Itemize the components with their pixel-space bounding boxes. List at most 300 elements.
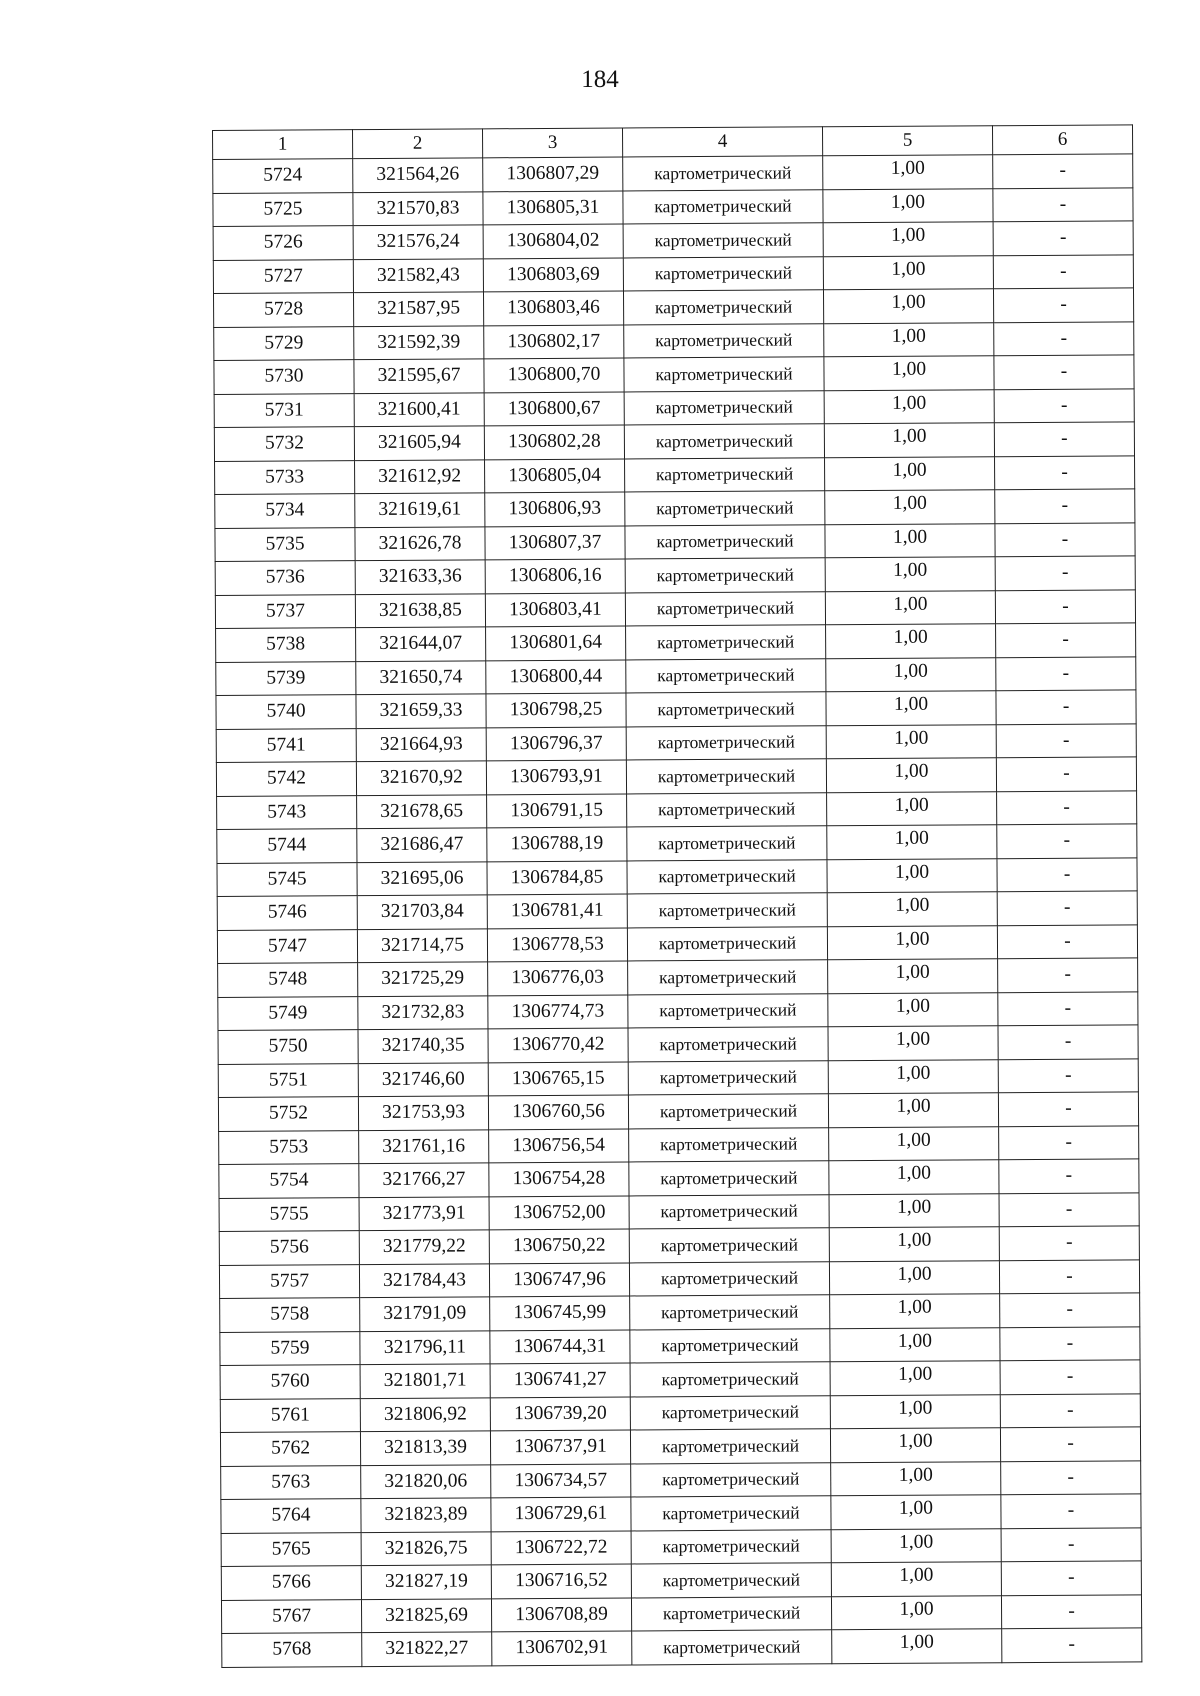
- x-coordinate-cell: 321773,91: [359, 1196, 489, 1230]
- method-cell: картометрический: [629, 1127, 829, 1162]
- table-row: [221, 1561, 1141, 1600]
- notes-cell: -: [999, 1125, 1139, 1159]
- point-number-cell: 5732: [214, 427, 354, 461]
- y-coordinate-cell: 1306744,31: [490, 1329, 630, 1363]
- column-header-5: 5: [822, 126, 992, 156]
- y-coordinate-cell: 1306750,22: [489, 1229, 629, 1263]
- precision-cell: 1,00: [823, 155, 993, 190]
- point-number-cell: 5733: [215, 460, 355, 494]
- method-cell: картометрический: [627, 926, 827, 961]
- y-coordinate-cell: 1306774,73: [488, 994, 628, 1028]
- y-coordinate-cell: 1306745,99: [490, 1296, 630, 1330]
- notes-cell: -: [1000, 1326, 1140, 1360]
- method-cell: картометрический: [623, 156, 823, 191]
- precision-cell: 1,00: [826, 624, 996, 659]
- table-row: [220, 1360, 1140, 1399]
- table-row: [219, 1259, 1139, 1298]
- method-cell: картометрический: [626, 692, 826, 727]
- table-row: [217, 891, 1137, 930]
- point-number-cell: 5727: [213, 259, 353, 293]
- precision-cell: 1,00: [826, 724, 996, 759]
- notes-cell: -: [993, 187, 1133, 221]
- precision-cell: 1,00: [824, 389, 994, 424]
- method-cell: картометрический: [629, 1228, 829, 1263]
- notes-cell: -: [993, 288, 1133, 322]
- notes-cell: -: [993, 254, 1133, 288]
- notes-cell: -: [997, 924, 1137, 958]
- notes-cell: -: [998, 1025, 1138, 1059]
- precision-cell: 1,00: [829, 1160, 999, 1195]
- table-row: [215, 589, 1135, 628]
- precision-cell: 1,00: [830, 1327, 1000, 1362]
- precision-cell: 1,00: [832, 1629, 1002, 1664]
- notes-cell: -: [998, 1058, 1138, 1092]
- precision-cell: 1,00: [829, 1126, 999, 1161]
- notes-cell: -: [998, 958, 1138, 992]
- precision-cell: 1,00: [831, 1461, 1001, 1496]
- method-cell: картометрический: [624, 424, 824, 459]
- method-cell: картометрический: [625, 491, 825, 526]
- notes-cell: -: [995, 589, 1135, 623]
- x-coordinate-cell: 321703,84: [357, 895, 487, 929]
- x-coordinate-cell: 321626,78: [355, 526, 485, 560]
- table-row: [221, 1594, 1141, 1633]
- x-coordinate-cell: 321650,74: [356, 660, 486, 694]
- method-cell: картометрический: [627, 893, 827, 928]
- notes-cell: -: [996, 757, 1136, 791]
- table-row: [222, 1628, 1142, 1667]
- notes-cell: -: [994, 388, 1134, 422]
- table-row: [218, 1058, 1138, 1097]
- coordinates-table-container: [212, 124, 1142, 1667]
- precision-cell: 1,00: [823, 289, 993, 324]
- precision-cell: 1,00: [823, 255, 993, 290]
- method-cell: картометрический: [629, 1194, 829, 1229]
- x-coordinate-cell: 321753,93: [358, 1096, 488, 1130]
- point-number-cell: 5755: [219, 1197, 359, 1231]
- precision-cell: 1,00: [828, 959, 998, 994]
- method-cell: картометрический: [630, 1429, 830, 1464]
- notes-cell: -: [999, 1159, 1139, 1193]
- x-coordinate-cell: 321570,83: [353, 191, 483, 225]
- x-coordinate-cell: 321664,93: [356, 727, 486, 761]
- column-header-3: 3: [482, 128, 622, 158]
- table-row: [215, 522, 1135, 561]
- point-number-cell: 5758: [220, 1298, 360, 1332]
- point-number-cell: 5750: [218, 1030, 358, 1064]
- point-number-cell: 5739: [216, 661, 356, 695]
- method-cell: картометрический: [628, 1094, 828, 1129]
- y-coordinate-cell: 1306739,20: [490, 1396, 630, 1430]
- x-coordinate-cell: 321644,07: [356, 627, 486, 661]
- y-coordinate-cell: 1306747,96: [489, 1262, 629, 1296]
- method-cell: картометрический: [631, 1462, 831, 1497]
- notes-cell: -: [997, 891, 1137, 925]
- table-row: [216, 623, 1136, 662]
- notes-cell: -: [999, 1192, 1139, 1226]
- table-row: [215, 489, 1135, 528]
- table-row: [220, 1326, 1140, 1365]
- method-cell: картометрический: [626, 625, 826, 660]
- notes-cell: -: [1000, 1360, 1140, 1394]
- point-number-cell: 5730: [214, 360, 354, 394]
- y-coordinate-cell: 1306804,02: [483, 224, 623, 258]
- precision-cell: 1,00: [827, 892, 997, 927]
- method-cell: картометрический: [630, 1295, 830, 1330]
- x-coordinate-cell: 321813,39: [360, 1431, 490, 1465]
- notes-cell: -: [994, 422, 1134, 456]
- y-coordinate-cell: 1306801,64: [486, 626, 626, 660]
- y-coordinate-cell: 1306778,53: [487, 927, 627, 961]
- notes-cell: -: [995, 489, 1135, 523]
- y-coordinate-cell: 1306708,89: [491, 1597, 631, 1631]
- method-cell: картометрический: [623, 290, 823, 325]
- notes-cell: -: [999, 1259, 1139, 1293]
- point-number-cell: 5766: [221, 1566, 361, 1600]
- precision-cell: 1,00: [830, 1361, 1000, 1396]
- precision-cell: 1,00: [826, 758, 996, 793]
- notes-cell: -: [1000, 1393, 1140, 1427]
- notes-cell: -: [996, 656, 1136, 690]
- x-coordinate-cell: 321564,26: [353, 158, 483, 192]
- method-cell: картометрический: [624, 357, 824, 392]
- notes-cell: -: [997, 857, 1137, 891]
- precision-cell: 1,00: [831, 1562, 1001, 1597]
- table-row: [213, 288, 1133, 327]
- method-cell: картометрический: [631, 1496, 831, 1531]
- x-coordinate-cell: 321820,06: [361, 1464, 491, 1498]
- y-coordinate-cell: 1306702,91: [492, 1631, 632, 1665]
- precision-cell: 1,00: [826, 657, 996, 692]
- page-number: 184: [581, 66, 619, 93]
- precision-cell: 1,00: [826, 691, 996, 726]
- point-number-cell: 5744: [217, 829, 357, 863]
- y-coordinate-cell: 1306800,70: [484, 358, 624, 392]
- notes-cell: -: [1001, 1527, 1141, 1561]
- y-coordinate-cell: 1306784,85: [487, 860, 627, 894]
- method-cell: картометрический: [626, 759, 826, 794]
- method-cell: картометрический: [625, 558, 825, 593]
- table-row: [216, 757, 1136, 796]
- table-row: [217, 924, 1137, 963]
- notes-cell: -: [995, 522, 1135, 556]
- point-number-cell: 5752: [218, 1097, 358, 1131]
- notes-cell: -: [1001, 1494, 1141, 1528]
- x-coordinate-cell: 321612,92: [355, 459, 485, 493]
- method-cell: картометрический: [631, 1563, 831, 1598]
- y-coordinate-cell: 1306770,42: [488, 1028, 628, 1062]
- table-body: [213, 154, 1142, 1667]
- notes-cell: -: [993, 154, 1133, 188]
- precision-cell: 1,00: [824, 356, 994, 391]
- table-row: [213, 187, 1133, 226]
- precision-cell: 1,00: [829, 1227, 999, 1262]
- method-cell: картометрический: [627, 826, 827, 861]
- table-row: [215, 455, 1135, 494]
- point-number-cell: 5749: [218, 996, 358, 1030]
- table-row: [220, 1293, 1140, 1332]
- method-cell: картометрический: [624, 390, 824, 425]
- point-number-cell: 5725: [213, 192, 353, 226]
- notes-cell: -: [1000, 1427, 1140, 1461]
- x-coordinate-cell: 321806,92: [360, 1397, 490, 1431]
- coordinates-table: [212, 124, 1142, 1667]
- point-number-cell: 5742: [216, 762, 356, 796]
- method-cell: картометрический: [623, 189, 823, 224]
- table-row: [217, 790, 1137, 829]
- table-row: [218, 1025, 1138, 1064]
- column-header-2: 2: [353, 129, 483, 159]
- table-row: [217, 857, 1137, 896]
- method-cell: картометрический: [625, 591, 825, 626]
- x-coordinate-cell: 321582,43: [353, 258, 483, 292]
- table-row: [216, 656, 1136, 695]
- point-number-cell: 5764: [221, 1499, 361, 1533]
- table-row: [220, 1393, 1140, 1432]
- method-cell: картометрический: [630, 1362, 830, 1397]
- y-coordinate-cell: 1306806,93: [485, 492, 625, 526]
- table-row: [213, 154, 1133, 193]
- notes-cell: -: [1001, 1561, 1141, 1595]
- precision-cell: 1,00: [828, 1093, 998, 1128]
- x-coordinate-cell: 321761,16: [359, 1129, 489, 1163]
- y-coordinate-cell: 1306805,04: [485, 458, 625, 492]
- table-row: [215, 556, 1135, 595]
- notes-cell: -: [1000, 1293, 1140, 1327]
- precision-cell: 1,00: [831, 1595, 1001, 1630]
- y-coordinate-cell: 1306765,15: [488, 1061, 628, 1095]
- method-cell: картометрический: [628, 1060, 828, 1095]
- table-row: [219, 1226, 1139, 1265]
- table-row: [221, 1494, 1141, 1533]
- precision-cell: 1,00: [830, 1428, 1000, 1463]
- y-coordinate-cell: 1306781,41: [487, 894, 627, 928]
- precision-cell: 1,00: [825, 590, 995, 625]
- notes-cell: -: [1001, 1594, 1141, 1628]
- precision-cell: 1,00: [827, 925, 997, 960]
- precision-cell: 1,00: [830, 1294, 1000, 1329]
- x-coordinate-cell: 321825,69: [361, 1598, 491, 1632]
- method-cell: картометрический: [628, 993, 828, 1028]
- x-coordinate-cell: 321659,33: [356, 694, 486, 728]
- point-number-cell: 5745: [217, 862, 357, 896]
- method-cell: картометрический: [626, 725, 826, 760]
- point-number-cell: 5753: [219, 1130, 359, 1164]
- y-coordinate-cell: 1306760,56: [488, 1095, 628, 1129]
- notes-cell: -: [1001, 1460, 1141, 1494]
- precision-cell: 1,00: [830, 1394, 1000, 1429]
- point-number-cell: 5726: [213, 226, 353, 260]
- x-coordinate-cell: 321605,94: [354, 426, 484, 460]
- y-coordinate-cell: 1306800,44: [486, 659, 626, 693]
- method-cell: картометрический: [632, 1630, 832, 1665]
- y-coordinate-cell: 1306737,91: [490, 1430, 630, 1464]
- method-cell: картометрический: [627, 859, 827, 894]
- point-number-cell: 5724: [213, 159, 353, 193]
- method-cell: картометрический: [623, 256, 823, 291]
- precision-cell: 1,00: [831, 1495, 1001, 1530]
- y-coordinate-cell: 1306805,31: [483, 190, 623, 224]
- x-coordinate-cell: 321576,24: [353, 225, 483, 259]
- method-cell: картометрический: [630, 1395, 830, 1430]
- point-number-cell: 5765: [221, 1532, 361, 1566]
- point-number-cell: 5737: [215, 594, 355, 628]
- point-number-cell: 5760: [220, 1365, 360, 1399]
- y-coordinate-cell: 1306803,69: [483, 257, 623, 291]
- point-number-cell: 5746: [217, 896, 357, 930]
- point-number-cell: 5735: [215, 527, 355, 561]
- method-cell: картометрический: [629, 1261, 829, 1296]
- x-coordinate-cell: 321695,06: [357, 861, 487, 895]
- point-number-cell: 5734: [215, 494, 355, 528]
- x-coordinate-cell: 321595,67: [354, 359, 484, 393]
- y-coordinate-cell: 1306791,15: [487, 793, 627, 827]
- precision-cell: 1,00: [827, 825, 997, 860]
- point-number-cell: 5767: [221, 1599, 361, 1633]
- point-number-cell: 5751: [218, 1063, 358, 1097]
- precision-cell: 1,00: [829, 1193, 999, 1228]
- notes-cell: -: [994, 355, 1134, 389]
- point-number-cell: 5731: [214, 393, 354, 427]
- x-coordinate-cell: 321678,65: [357, 794, 487, 828]
- x-coordinate-cell: 321714,75: [357, 928, 487, 962]
- table-row: [214, 355, 1134, 394]
- y-coordinate-cell: 1306802,17: [484, 324, 624, 358]
- notes-cell: -: [995, 556, 1135, 590]
- point-number-cell: 5729: [214, 326, 354, 360]
- method-cell: картометрический: [627, 792, 827, 827]
- table-row: [221, 1460, 1141, 1499]
- point-number-cell: 5762: [220, 1432, 360, 1466]
- x-coordinate-cell: 321822,27: [362, 1632, 492, 1666]
- method-cell: картометрический: [625, 524, 825, 559]
- point-number-cell: 5756: [219, 1231, 359, 1265]
- table-row: [218, 1092, 1138, 1131]
- x-coordinate-cell: 321600,41: [354, 392, 484, 426]
- y-coordinate-cell: 1306800,67: [484, 391, 624, 425]
- table-row: [214, 388, 1134, 427]
- point-number-cell: 5728: [213, 293, 353, 327]
- point-number-cell: 5754: [219, 1164, 359, 1198]
- method-cell: картометрический: [631, 1529, 831, 1564]
- y-coordinate-cell: 1306756,54: [489, 1128, 629, 1162]
- notes-cell: -: [998, 1092, 1138, 1126]
- precision-cell: 1,00: [827, 791, 997, 826]
- x-coordinate-cell: 321633,36: [355, 560, 485, 594]
- point-number-cell: 5761: [220, 1398, 360, 1432]
- point-number-cell: 5738: [216, 628, 356, 662]
- y-coordinate-cell: 1306722,72: [491, 1530, 631, 1564]
- x-coordinate-cell: 321801,71: [360, 1364, 490, 1398]
- point-number-cell: 5736: [215, 561, 355, 595]
- table-row: [216, 690, 1136, 729]
- notes-cell: -: [999, 1226, 1139, 1260]
- y-coordinate-cell: 1306803,41: [485, 592, 625, 626]
- x-coordinate-cell: 321619,61: [355, 493, 485, 527]
- notes-cell: -: [995, 455, 1135, 489]
- table-row: [219, 1125, 1139, 1164]
- precision-cell: 1,00: [823, 222, 993, 257]
- x-coordinate-cell: 321670,92: [356, 761, 486, 795]
- precision-cell: 1,00: [824, 423, 994, 458]
- table-row: [218, 958, 1138, 997]
- table-row: [219, 1192, 1139, 1231]
- method-cell: картометрический: [628, 1027, 828, 1062]
- point-number-cell: 5741: [216, 728, 356, 762]
- y-coordinate-cell: 1306802,28: [484, 425, 624, 459]
- table-row: [213, 221, 1133, 260]
- notes-cell: -: [997, 824, 1137, 858]
- x-coordinate-cell: 321791,09: [360, 1297, 490, 1331]
- point-number-cell: 5757: [219, 1264, 359, 1298]
- notes-cell: -: [994, 321, 1134, 355]
- table-row: [217, 824, 1137, 863]
- y-coordinate-cell: 1306716,52: [491, 1564, 631, 1598]
- y-coordinate-cell: 1306734,57: [491, 1463, 631, 1497]
- y-coordinate-cell: 1306796,37: [486, 726, 626, 760]
- precision-cell: 1,00: [829, 1260, 999, 1295]
- point-number-cell: 5748: [218, 963, 358, 997]
- notes-cell: -: [993, 221, 1133, 255]
- point-number-cell: 5768: [222, 1633, 362, 1667]
- y-coordinate-cell: 1306776,03: [488, 961, 628, 995]
- table-row: [216, 723, 1136, 762]
- method-cell: картометрический: [630, 1328, 830, 1363]
- precision-cell: 1,00: [825, 557, 995, 592]
- precision-cell: 1,00: [828, 1059, 998, 1094]
- precision-cell: 1,00: [828, 1026, 998, 1061]
- method-cell: картометрический: [628, 960, 828, 995]
- precision-cell: 1,00: [831, 1528, 1001, 1563]
- x-coordinate-cell: 321766,27: [359, 1163, 489, 1197]
- table-row: [219, 1159, 1139, 1198]
- y-coordinate-cell: 1306798,25: [486, 693, 626, 727]
- column-header-1: 1: [213, 130, 353, 160]
- x-coordinate-cell: 321686,47: [357, 828, 487, 862]
- notes-cell: -: [996, 723, 1136, 757]
- x-coordinate-cell: 321732,83: [358, 995, 488, 1029]
- column-header-4: 4: [622, 127, 822, 157]
- x-coordinate-cell: 321592,39: [354, 325, 484, 359]
- precision-cell: 1,00: [827, 858, 997, 893]
- precision-cell: 1,00: [825, 523, 995, 558]
- precision-cell: 1,00: [828, 992, 998, 1027]
- precision-cell: 1,00: [825, 490, 995, 525]
- y-coordinate-cell: 1306741,27: [490, 1363, 630, 1397]
- y-coordinate-cell: 1306803,46: [483, 291, 623, 325]
- x-coordinate-cell: 321796,11: [360, 1330, 490, 1364]
- precision-cell: 1,00: [825, 456, 995, 491]
- precision-cell: 1,00: [824, 322, 994, 357]
- point-number-cell: 5747: [217, 929, 357, 963]
- notes-cell: -: [998, 991, 1138, 1025]
- y-coordinate-cell: 1306788,19: [487, 827, 627, 861]
- table-row: [213, 254, 1133, 293]
- x-coordinate-cell: 321638,85: [355, 593, 485, 627]
- x-coordinate-cell: 321587,95: [353, 292, 483, 326]
- x-coordinate-cell: 321725,29: [358, 962, 488, 996]
- point-number-cell: 5743: [217, 795, 357, 829]
- method-cell: картометрический: [625, 457, 825, 492]
- method-cell: картометрический: [624, 323, 824, 358]
- notes-cell: -: [997, 790, 1137, 824]
- y-coordinate-cell: 1306806,16: [485, 559, 625, 593]
- method-cell: картометрический: [631, 1596, 831, 1631]
- table-row: [221, 1527, 1141, 1566]
- x-coordinate-cell: 321779,22: [359, 1230, 489, 1264]
- x-coordinate-cell: 321827,19: [361, 1565, 491, 1599]
- y-coordinate-cell: 1306754,28: [489, 1162, 629, 1196]
